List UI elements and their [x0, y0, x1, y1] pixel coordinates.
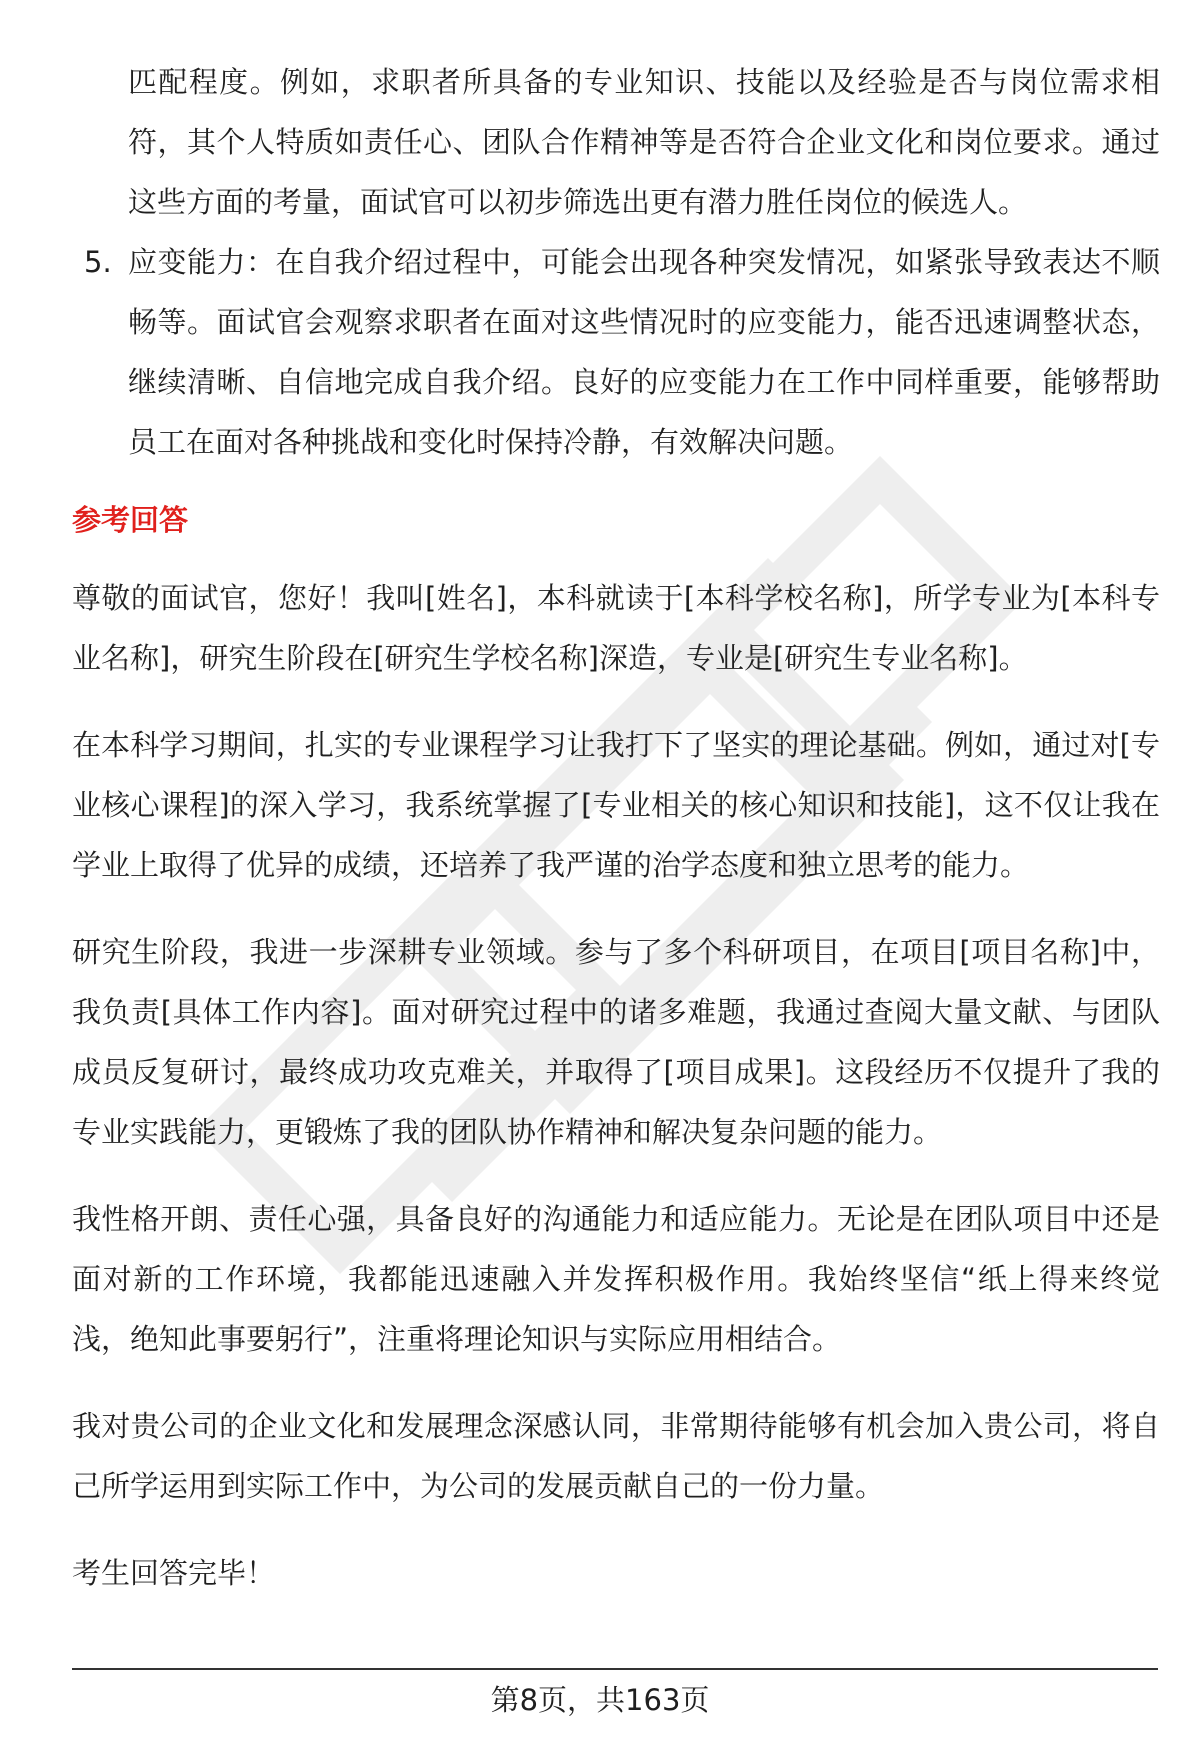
answer-paragraph-closing: 考生回答完毕！ [72, 1556, 276, 1590]
page-number-footer: 第8页，共163页 [490, 1683, 710, 1717]
answer-paragraph-personality: 我性格开朗、责任心强，具备良好的沟通能力和适应能力。无论是在团队项目中还是面对新的工作环境，我都能迅速融入并发挥积极作用。我始终坚信“纸上得来终觉浅，绝知此事要躬行”，注重将理论知识与实际应用相结合。 [72, 1202, 1160, 1356]
answer-paragraph-intro: 尊敬的面试官，您好！我叫[姓名]，本科就读于[本科学校名称]，所学专业为[本科专业名称]，研究生阶段在[研究生学校名称]深造，专业是[研究生专业名称]。 [72, 581, 1160, 675]
list-item-4-continuation: 匹配程度。例如，求职者所具备的专业知识、技能以及经验是否与岗位需求相符，其个人特质如责任心、团队合作精神等是否符合企业文化和岗位要求。通过这些方面的考量，面试官可以初步筛选出更有潜力胜任岗位的候选人。 [128, 65, 1160, 219]
section-heading-reference-answer: 参考回答 [72, 503, 189, 537]
list-item-text: 应变能力：在自我介绍过程中，可能会出现各种突发情况，如紧张导致表达不顺畅等。面试官会观察求职者在面对这些情况时的应变能力，能否迅速调整状态，继续清晰、自信地完成自我介绍。良好的应变能力在工作中同样重要，能够帮助员工在面对各种挑战和变化时保持冷静，有效解决问题。 [128, 245, 1160, 459]
list-item-5 [84, 232, 1160, 472]
page-content [72, 52, 1160, 1630]
answer-paragraph-graduate: 研究生阶段，我进一步深耕专业领域。参与了多个科研项目，在项目[项目名称]中，我负责[具体工作内容]。面对研究过程中的诸多难题，我通过查阅大量文献、与团队成员反复研讨，最终成功攻克难关，并取得了[项目成果]。这段经历不仅提升了我的专业实践能力，更锻炼了我的团队协作精神和解决复杂问题的能力。 [72, 935, 1160, 1149]
list-item-number: 5. [84, 245, 112, 279]
footer-divider [72, 1668, 1158, 1670]
answer-paragraph-undergraduate: 在本科学习期间，扎实的专业课程学习让我打下了坚实的理论基础。例如，通过对[专业核心课程]的深入学习，我系统掌握了[专业相关的核心知识和技能]，这不仅让我在学业上取得了优异的成绩，还培养了我严谨的治学态度和独立思考的能力。 [72, 728, 1160, 882]
answer-paragraph-motivation: 我对贵公司的企业文化和发展理念深感认同，非常期待能够有机会加入贵公司，将自己所学运用到实际工作中，为公司的发展贡献自己的一份力量。 [72, 1409, 1160, 1503]
